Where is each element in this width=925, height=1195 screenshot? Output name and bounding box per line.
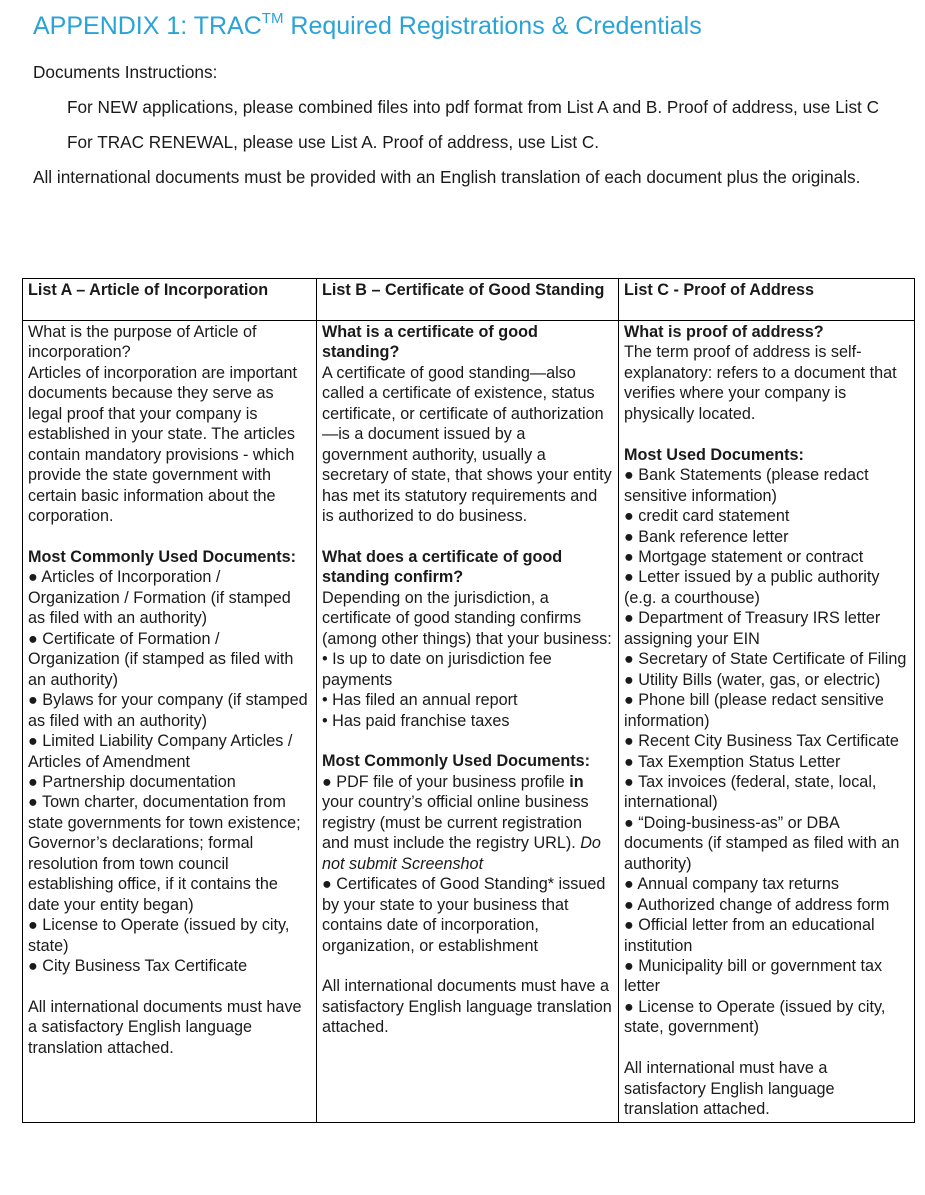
list-b-answer-2: Depending on the jurisdiction, a certificate of good standing confirms (among other things) that your business: bbox=[322, 588, 612, 648]
list-c-header: List C - Proof of Address bbox=[619, 279, 915, 321]
list-item: ● City Business Tax Certificate bbox=[28, 957, 248, 976]
instructions-international: All international documents must be provided with an English translation of each document plus the originals. bbox=[33, 167, 861, 187]
list-item: ● Certificates of Good Standing* issued by your state to your business that contains date of incorporation, organization, or establishment bbox=[322, 875, 606, 955]
list-item: ● Limited Liability Company Articles / Articles of Amendment bbox=[28, 732, 293, 771]
list-item: ● Official letter from an educational institution bbox=[624, 916, 875, 955]
list-item: ● Bank reference letter bbox=[624, 527, 789, 546]
list-b-note: All international documents must have a satisfactory English language translation attached. bbox=[322, 977, 612, 1037]
list-item: ● “Doing-business-as” or DBA documents (if stamped as filed with an authority) bbox=[624, 813, 900, 873]
list-c-answer: The term proof of address is self-explanatory: refers to a document that verifies where your company is physically located. bbox=[624, 343, 897, 423]
list-item: ● Department of Treasury IRS letter assigning your EIN bbox=[624, 609, 881, 648]
list-item: ● Municipality bill or government tax letter bbox=[624, 957, 883, 996]
list-a-answer: Articles of incorporation are important documents because they serve as legal proof that your company is established in your state. The articles contain mandatory provisions - which provide the state government with certain basic information about the corporation. bbox=[28, 363, 298, 526]
instructions-new-applications: For NEW applications, please combined files into pdf format from List A and B. Proof of address, use List C bbox=[67, 97, 880, 117]
list-item: ● Town charter, documentation from state governments for town existence; Governor’s declarations; formal resolution from town council establishing office, if it contains the date your entity began) bbox=[28, 793, 301, 914]
list-a-docs-heading: Most Commonly Used Documents: bbox=[28, 547, 297, 566]
page-title: APPENDIX 1: TRAC™ Required Registrations & Credentials bbox=[33, 10, 702, 40]
list-item: • Has filed an annual report bbox=[322, 691, 518, 710]
list-b-answer: A certificate of good standing—also called a certificate of existence, status certificate, or certificate of authorization—is a document issued by a government authority, usually a secretary of state, that shows your entity has met its statutory requirements and is authorized to do business. bbox=[322, 363, 612, 526]
list-c-note: All international must have a satisfactory English language translation attached. bbox=[624, 1059, 835, 1119]
instructions-heading: Documents Instructions: bbox=[33, 62, 218, 82]
table-header-row bbox=[23, 279, 915, 321]
list-a-note: All international documents must have a satisfactory English language translation attached. bbox=[28, 997, 302, 1057]
list-item: ● Certificate of Formation / Organization (if stamped as filed with an authority) bbox=[28, 629, 294, 689]
list-b-question: What is a certificate of good standing? bbox=[322, 323, 538, 362]
list-item: ● License to Operate (issued by city, state) bbox=[28, 916, 290, 955]
list-item: ● License to Operate (issued by city, state, government) bbox=[624, 997, 886, 1037]
list-item: ● credit card statement bbox=[624, 507, 790, 526]
list-item: ● Articles of Incorporation / Organization / Formation (if stamped as filed with an authority) bbox=[28, 568, 291, 628]
list-b-header: List B – Certificate of Good Standing bbox=[317, 279, 619, 321]
trademark-superscript: TM bbox=[261, 10, 284, 27]
list-item: • Is up to date on jurisdiction fee payments bbox=[322, 650, 552, 689]
list-c-cell bbox=[619, 321, 915, 1123]
list-c-question: What is proof of address? bbox=[624, 323, 824, 341]
documents-table bbox=[22, 278, 915, 1123]
list-item: ● Letter issued by a public authority (e.g. a courthouse) bbox=[624, 568, 880, 607]
list-b-question-2: What does a certificate of good standing confirm? bbox=[322, 547, 563, 587]
list-item: ● PDF file of your business profile in your country’s official online business registry (must be current registration and must include the registry URL). Do not submit Screenshot bbox=[322, 772, 601, 873]
list-item: ● Tax Exemption Status Letter bbox=[624, 752, 841, 771]
list-a-cell bbox=[23, 321, 317, 1123]
instructions-renewal: For TRAC RENEWAL, please use List A. Proof of address, use List C. bbox=[67, 132, 600, 152]
table-body-row bbox=[23, 321, 915, 1123]
instructions-block bbox=[33, 62, 918, 188]
list-item: ● Authorized change of address form bbox=[624, 895, 890, 914]
list-item: ● Recent City Business Tax Certificate bbox=[624, 732, 899, 751]
list-item: ● Bylaws for your company (if stamped as filed with an authority) bbox=[28, 691, 308, 730]
list-b-cell bbox=[317, 321, 619, 1123]
list-item: ● Secretary of State Certificate of Filing bbox=[624, 650, 907, 669]
list-item: ● Mortgage statement or contract bbox=[624, 547, 864, 566]
list-item: ● Utility Bills (water, gas, or electric) bbox=[624, 670, 881, 689]
list-item: • Has paid franchise taxes bbox=[322, 711, 510, 730]
list-item: ● Phone bill (please redact sensitive information) bbox=[624, 691, 884, 730]
list-item: ● Partnership documentation bbox=[28, 772, 236, 791]
list-item: ● Annual company tax returns bbox=[624, 875, 839, 894]
list-a-header: List A – Article of Incorporation bbox=[23, 279, 317, 321]
list-c-docs-heading: Most Used Documents: bbox=[624, 445, 804, 464]
list-b-docs-heading: Most Commonly Used Documents: bbox=[322, 752, 591, 771]
list-item: ● Bank Statements (please redact sensitive information) bbox=[624, 466, 869, 505]
list-a-question: What is the purpose of Article of incorporation? bbox=[28, 323, 257, 362]
list-item: ● Tax invoices (federal, state, local, international) bbox=[624, 772, 877, 812]
